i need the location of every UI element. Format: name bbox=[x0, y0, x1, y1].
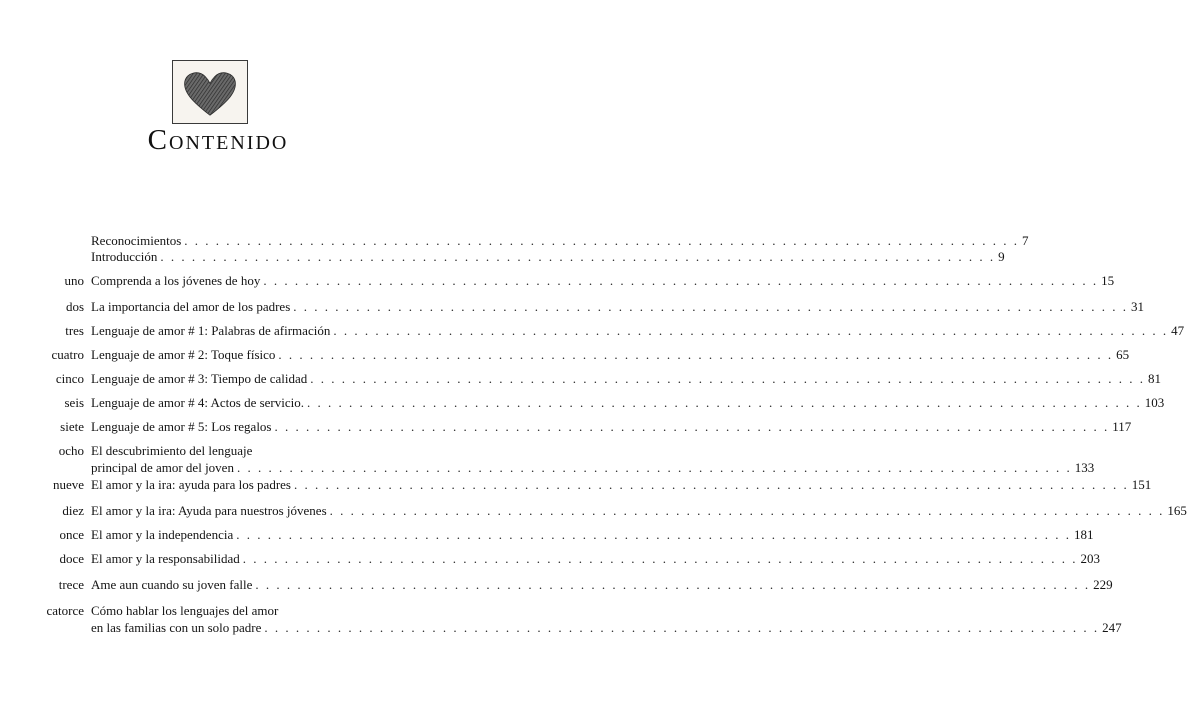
page-number: 181 bbox=[1073, 527, 1094, 542]
page-number: 65 bbox=[1116, 347, 1130, 362]
dot-leader: . . . . . . . . . . . . . . . . . . . . . . . . . . . . . . . . . . . . . . . . . . . . . . . . . . . . . . . . . . . . . . . . . . . . . . . . . . . . . . . . bbox=[293, 477, 1129, 492]
chapter-number: siete bbox=[60, 419, 84, 434]
chapter-title-line: Lenguaje de amor # 2: Toque físico bbox=[91, 347, 276, 362]
chapter-title bbox=[91, 394, 1165, 411]
chapter-title-line: Lenguaje de amor # 5: Los regalos bbox=[91, 419, 272, 434]
chapter-title bbox=[91, 298, 1145, 315]
chapter-title bbox=[91, 418, 1132, 435]
chapter-number: cuatro bbox=[51, 347, 84, 362]
dot-leader: . . . . . . . . . . . . . . . . . . . . . . . . . . . . . . . . . . . . . . . . . . . . . . . . . . . . . . . . . . . . . . . . . . . . . . . . . . . . . . . . bbox=[160, 249, 996, 264]
chapter-number: doce bbox=[59, 551, 84, 566]
chapter-title-line: Lenguaje de amor # 4: Actos de servicio. bbox=[91, 395, 304, 410]
chapter-title bbox=[91, 550, 1100, 567]
chapter-number: tres bbox=[65, 323, 84, 338]
chapter-title bbox=[91, 476, 1152, 493]
chapter-title-line: El amor y la responsabilidad bbox=[91, 551, 240, 566]
chapter-title-line: Lenguaje de amor # 1: Palabras de afirmación bbox=[91, 323, 331, 338]
chapter-number: ocho bbox=[58, 443, 84, 458]
page-number: 229 bbox=[1093, 577, 1113, 592]
chapter-title-line: Comprenda a los jóvenes de hoy bbox=[91, 273, 261, 288]
chapter-title bbox=[91, 232, 1029, 249]
chapter-title-line: principal de amor del joven bbox=[91, 460, 234, 475]
page-number: 117 bbox=[1112, 419, 1132, 434]
dot-leader: . . . . . . . . . . . . . . . . . . . . . . . . . . . . . . . . . . . . . . . . . . . . . . . . . . . . . . . . . . . . . . . . . . . . . . . . . . . . . . . . bbox=[310, 371, 1146, 386]
dot-leader: . . . . . . . . . . . . . . . . . . . . . . . . . . . . . . . . . . . . . . . . . . . . . . . . . . . . . . . . . . . . . . . . . . . . . . . . . . . . . . . . bbox=[333, 323, 1169, 338]
page-number: 133 bbox=[1074, 460, 1095, 475]
dot-leader: . . . . . . . . . . . . . . . . . . . . . . . . . . . . . . . . . . . . . . . . . . . . . . . . . . . . . . . . . . . . . . . . . . . . . . . . . . . . . . . . bbox=[307, 395, 1142, 410]
chapter-title bbox=[91, 322, 1185, 339]
page-number: 81 bbox=[1148, 371, 1162, 386]
dot-leader: . . . . . . . . . . . . . . . . . . . . . . . . . . . . . . . . . . . . . . . . . . . . . . . . . . . . . . . . . . . . . . . . . . . . . . . . . . . . . . . . bbox=[264, 620, 1100, 635]
dot-leader: . . . . . . . . . . . . . . . . . . . . . . . . . . . . . . . . . . . . . . . . . . . . . . . . . . . . . . . . . . . . . . . . . . . . . . . . . . . . . . . . bbox=[278, 347, 1114, 362]
chapter-title-line: El amor y la independencia bbox=[91, 527, 234, 542]
page-number: 103 bbox=[1144, 395, 1165, 410]
chapter-number: diez bbox=[62, 503, 84, 518]
chapter-title-line: Ame aun cuando su joven falle bbox=[91, 577, 253, 592]
chapter-number: dos bbox=[65, 299, 84, 314]
page-number: 47 bbox=[1171, 323, 1185, 338]
page-number: 247 bbox=[1102, 620, 1122, 635]
page-number: 151 bbox=[1131, 477, 1152, 492]
dot-leader: . . . . . . . . . . . . . . . . . . . . . . . . . . . . . . . . . . . . . . . . . . . . . . . . . . . . . . . . . . . . . . . . . . . . . . . . . . . . . . . . bbox=[255, 577, 1091, 592]
chapter-title-line: Cómo hablar los lenguajes del amor bbox=[91, 603, 279, 618]
chapter-title-line: Lenguaje de amor # 3: Tiempo de calidad bbox=[91, 371, 308, 386]
chapter-number: nueve bbox=[52, 477, 84, 492]
chapter-title-line: El descubrimiento del lenguaje bbox=[91, 443, 253, 458]
chapter-number: seis bbox=[64, 395, 84, 410]
chapter-title bbox=[91, 502, 1187, 519]
dot-leader: . . . . . . . . . . . . . . . . . . . . . . . . . . . . . . . . . . . . . . . . . . . . . . . . . . . . . . . . . . . . . . . . . . . . . . . . . . . . . . . . bbox=[242, 551, 1078, 566]
dot-leader: . . . . . . . . . . . . . . . . . . . . . . . . . . . . . . . . . . . . . . . . . . . . . . . . . . . . . . . . . . . . . . . . . . . . . . . . . . . . . . . . bbox=[184, 233, 1020, 248]
chapter-title-line: El amor y la ira: ayuda para los padres bbox=[91, 477, 291, 492]
chapter-title bbox=[91, 248, 1005, 265]
chapter-title-line: La importancia del amor de los padres bbox=[91, 299, 291, 314]
chapter-title-line: en las familias con un solo padre bbox=[91, 620, 262, 635]
chapter-title bbox=[91, 442, 1095, 476]
chapter-title bbox=[91, 602, 1122, 636]
chapter-title bbox=[91, 370, 1162, 387]
chapter-title bbox=[91, 526, 1094, 543]
dot-leader: . . . . . . . . . . . . . . . . . . . . . . . . . . . . . . . . . . . . . . . . . . . . . . . . . . . . . . . . . . . . . . . . . . . . . . . . . . . . . . . . bbox=[236, 460, 1072, 475]
page-number: 31 bbox=[1131, 299, 1145, 314]
chapter-title-line: Reconocimientos bbox=[91, 233, 182, 248]
chapter-title-line: Introducción bbox=[91, 249, 158, 264]
page-number: 15 bbox=[1101, 273, 1115, 288]
dot-leader: . . . . . . . . . . . . . . . . . . . . . . . . . . . . . . . . . . . . . . . . . . . . . . . . . . . . . . . . . . . . . . . . . . . . . . . . . . . . . . . . bbox=[329, 503, 1165, 518]
dot-leader: . . . . . . . . . . . . . . . . . . . . . . . . . . . . . . . . . . . . . . . . . . . . . . . . . . . . . . . . . . . . . . . . . . . . . . . . . . . . . . . . bbox=[263, 273, 1099, 288]
page-number: 203 bbox=[1080, 551, 1100, 566]
chapter-number: cinco bbox=[55, 371, 84, 386]
chapter-number: uno bbox=[64, 273, 84, 288]
page-number: 7 bbox=[1022, 233, 1029, 248]
page-number: 9 bbox=[998, 249, 1005, 264]
dot-leader: . . . . . . . . . . . . . . . . . . . . . . . . . . . . . . . . . . . . . . . . . . . . . . . . . . . . . . . . . . . . . . . . . . . . . . . . . . . . . . . . bbox=[293, 299, 1129, 314]
page-number: 165 bbox=[1167, 503, 1187, 518]
page-title: Contenido bbox=[147, 124, 289, 156]
chapter-number: trece bbox=[58, 577, 84, 592]
chapter-title bbox=[91, 576, 1113, 593]
chapter-number: catorce bbox=[46, 603, 84, 618]
dot-leader: . . . . . . . . . . . . . . . . . . . . . . . . . . . . . . . . . . . . . . . . . . . . . . . . . . . . . . . . . . . . . . . . . . . . . . . . . . . . . . . . bbox=[236, 527, 1071, 542]
heart-emblem bbox=[172, 60, 248, 124]
chapter-title-line: El amor y la ira: Ayuda para nuestros jóvenes bbox=[91, 503, 327, 518]
heart-icon bbox=[173, 61, 247, 123]
chapter-title bbox=[91, 346, 1130, 363]
dot-leader: . . . . . . . . . . . . . . . . . . . . . . . . . . . . . . . . . . . . . . . . . . . . . . . . . . . . . . . . . . . . . . . . . . . . . . . . . . . . . . . . bbox=[274, 419, 1110, 434]
chapter-number: once bbox=[59, 527, 84, 542]
chapter-title bbox=[91, 272, 1115, 289]
